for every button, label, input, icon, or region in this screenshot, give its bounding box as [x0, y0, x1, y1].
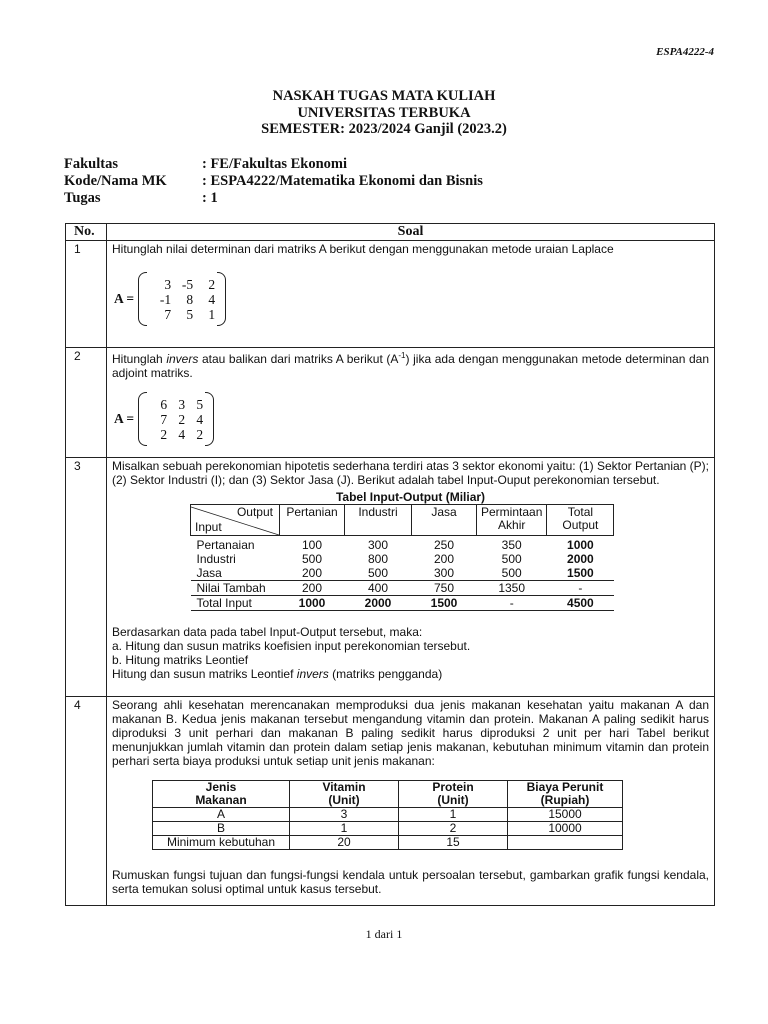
- matrix-a-q2: [112, 392, 709, 446]
- question-text: Hitunglah nilai determinan dari matriks A berikut dengan menggunakan metode uraian Laplace: [112, 242, 614, 256]
- matrix-cell: 4: [208, 291, 216, 307]
- question-table-header: [66, 224, 715, 241]
- matrix-cell: 5: [186, 306, 194, 322]
- title-line-2: UNIVERSITAS TERBUKA: [297, 104, 471, 121]
- io-cell: -: [547, 581, 614, 596]
- question-text: Misalkan sebuah perekonomian hipotetis sederhana terdiri atas 3 sektor ekonomi yaitu: (1) Sektor Pertanian (P); (2) Sektor Industri (I); dan (3) Sektor Jasa (J). Berikut adalah tabel Input-Ouput perekonomian tersebut.: [112, 459, 709, 487]
- io-cell: 1500: [567, 566, 594, 580]
- io-cell: 500: [301, 552, 323, 566]
- io-cell: Total Input: [191, 596, 280, 611]
- nutrition-cell: 15: [399, 836, 508, 850]
- io-cell: 1000: [567, 538, 594, 552]
- matrix-cell: -5: [181, 276, 194, 292]
- io-cell: 300: [433, 566, 455, 580]
- question-content: [107, 348, 715, 458]
- io-cell: Pertanaian: [196, 538, 255, 552]
- io-header-cell: Permintaan Akhir: [477, 505, 547, 536]
- io-cell: 2000: [345, 596, 412, 611]
- matrix-cell: 3: [164, 276, 172, 292]
- nutrition-cell: 10000: [508, 822, 623, 836]
- question-content: [107, 697, 715, 906]
- nutrition-header-cell: Jenis Makanan: [153, 781, 290, 808]
- nutrition-header-cell: Vitamin (Unit): [290, 781, 399, 808]
- io-cell: 200: [301, 566, 323, 580]
- nutrition-cell: A: [153, 808, 290, 822]
- io-cell: 1500: [412, 596, 477, 611]
- question-item-c: Hitung dan susun matriks Leontief invers (matriks pengganda): [112, 667, 443, 681]
- question-table: [65, 223, 715, 906]
- question-number: 4: [66, 697, 107, 906]
- matrix-cell: 5: [196, 396, 204, 412]
- question-content: [107, 241, 715, 348]
- io-cell: 350: [501, 538, 522, 552]
- io-output-label: Output: [236, 505, 273, 519]
- question-item-b: b. Hitung matriks Leontief: [112, 653, 249, 667]
- question-content: [107, 458, 715, 697]
- nutrition-cell: [508, 836, 623, 850]
- question-item-a: a. Hitung dan susun matriks koefisien input perekonomian tersebut.: [112, 639, 471, 653]
- io-cell: -: [477, 596, 547, 611]
- nutrition-cell: 2: [399, 822, 508, 836]
- io-row: [191, 566, 614, 581]
- info-value: : ESPA4222/Matematika Ekonomi dan Bisnis: [202, 173, 483, 189]
- matrix-cell: 8: [186, 291, 194, 307]
- question-row-2: [66, 348, 715, 458]
- io-cell: 4500: [547, 596, 614, 611]
- nutrition-row: [153, 836, 623, 850]
- nutrition-row: [153, 822, 623, 836]
- question-number: 3: [66, 458, 107, 697]
- question-text: Hitunglah invers atau balikan dari matriks A berikut $(A^{-1})$ jika ada dengan menggunakan metode determinan dan adjoint matriks.: [112, 351, 710, 380]
- io-input-label: Input: [195, 520, 222, 534]
- col-no-header: No.: [66, 224, 107, 241]
- nutrition-cell: Minimum kebutuhan: [153, 836, 290, 850]
- nutrition-cell: 3: [290, 808, 399, 822]
- matrix-cell: 2: [160, 426, 168, 442]
- info-row-fakultas: [64, 156, 483, 173]
- io-cell: 200: [433, 552, 455, 566]
- io-header-cell: Jasa: [412, 505, 477, 536]
- matrix-label: A =: [114, 291, 135, 306]
- matrix-cell: 6: [160, 396, 168, 412]
- matrix-cell: -1: [159, 291, 172, 307]
- io-row: [191, 536, 614, 553]
- col-soal-header: Soal: [107, 224, 715, 241]
- info-key: Kode/Nama MK: [64, 173, 167, 189]
- io-cell: Nilai Tambah: [191, 581, 280, 596]
- io-cell: 500: [501, 552, 522, 566]
- info-value: : 1: [202, 190, 218, 206]
- io-row-total-input: [191, 596, 614, 611]
- io-corner-cell: [191, 505, 280, 536]
- matrix-cell: 2: [208, 276, 216, 292]
- question-row-3: [66, 458, 715, 697]
- io-header-row: [191, 505, 614, 536]
- nutrition-cell: 15000: [508, 808, 623, 822]
- matrix-cell: 4: [196, 411, 204, 427]
- nutrition-row: [153, 808, 623, 822]
- nutrition-header-cell: Protein (Unit): [399, 781, 508, 808]
- input-output-table: [190, 504, 614, 611]
- nutrition-cell: 20: [290, 836, 399, 850]
- matrix-right-bracket: [217, 272, 226, 326]
- matrix-cell: 2: [196, 426, 204, 442]
- matrix-cell: 2: [178, 411, 186, 427]
- question-text: Seorang ahli kesehatan merencanakan memproduksi dua jenis makanan kesehatan yaitu makanan A dan makanan B. Kedua jenis makanan tersebut mengandung vitamin dan protein. Makanan A paling sedikit harus diproduksi 3 unit perhari dan makanan B paling sedikit harus diproduksi 2 unit per hari Tabel berikut menunjukkan jumlah vitamin dan protein dalam setiap jenis makanan, kebutuhan minimum vitamin dan protein perhari serta biaya produksi untuk setiap unit jenis makanan:: [112, 698, 709, 768]
- io-row-nilai-tambah: [191, 581, 614, 596]
- question-closing: Rumuskan fungsi tujuan dan fungsi-fungsi kendala untuk persoalan tersebut, gambarkan grafik fungsi kendala, serta temukan solusi optimal untuk kasus tersebut.: [112, 868, 709, 896]
- info-value: : FE/Fakultas Ekonomi: [202, 156, 348, 172]
- io-header-cell: Total Output: [547, 505, 614, 536]
- document-titles: [0, 88, 768, 138]
- io-cell: Industri: [196, 552, 236, 566]
- nutrition-cell: 1: [399, 808, 508, 822]
- info-row-tugas: [64, 190, 483, 207]
- matrix-cell: 4: [178, 426, 186, 442]
- matrix-cell: 3: [178, 396, 186, 412]
- course-info: [64, 156, 483, 207]
- io-cell: 500: [501, 566, 522, 580]
- question-number: 1: [66, 241, 107, 348]
- io-cell: 300: [367, 538, 389, 552]
- io-cell: Jasa: [196, 566, 222, 580]
- question-after-text: Berdasarkan data pada tabel Input-Output tersebut, maka:: [112, 625, 423, 639]
- nutrition-table: [152, 780, 623, 850]
- matrix-label: A =: [114, 411, 135, 426]
- matrix-grid: [147, 277, 217, 322]
- nutrition-header-cell: Biaya Perunit (Rupiah): [508, 781, 623, 808]
- io-cell: 400: [345, 581, 412, 596]
- matrix-left-bracket: [138, 272, 147, 326]
- nutrition-cell: 1: [290, 822, 399, 836]
- page-number: 1 dari 1: [365, 927, 403, 941]
- title-line-1: NASKAH TUGAS MATA KULIAH: [272, 88, 496, 104]
- io-cell: 1000: [280, 596, 345, 611]
- nutrition-cell: B: [153, 822, 290, 836]
- document-code: ESPA4222-4: [656, 46, 714, 58]
- matrix-right-bracket: [205, 392, 214, 446]
- matrix-left-bracket: [138, 392, 147, 446]
- info-key: Fakultas: [64, 156, 118, 172]
- io-cell: 800: [367, 552, 389, 566]
- io-cell: 100: [301, 538, 323, 552]
- io-row: [191, 552, 614, 566]
- matrix-cell: 7: [164, 306, 172, 322]
- io-table-title: Tabel Input-Output (Miliar): [335, 490, 486, 504]
- io-header-cell: Pertanian: [280, 505, 345, 536]
- info-key: Tugas: [64, 190, 101, 206]
- title-line-3: SEMESTER: 2023/2024 Ganjil (2023.2): [261, 121, 507, 137]
- nutrition-header-row: [153, 781, 623, 808]
- io-cell: 250: [433, 538, 455, 552]
- io-cell: 750: [412, 581, 477, 596]
- question-row-1: [66, 241, 715, 348]
- question-row-4: [66, 697, 715, 906]
- matrix-a-q1: [112, 272, 709, 326]
- io-cell: 2000: [567, 552, 594, 566]
- io-cell: 1350: [477, 581, 547, 596]
- io-header-cell: Industri: [345, 505, 412, 536]
- question-number: 2: [66, 348, 107, 458]
- io-cell: 200: [280, 581, 345, 596]
- matrix-cell: 1: [208, 306, 216, 322]
- info-row-kode: [64, 173, 483, 190]
- matrix-grid: [147, 397, 205, 442]
- io-cell: 500: [367, 566, 389, 580]
- matrix-cell: 7: [160, 411, 168, 427]
